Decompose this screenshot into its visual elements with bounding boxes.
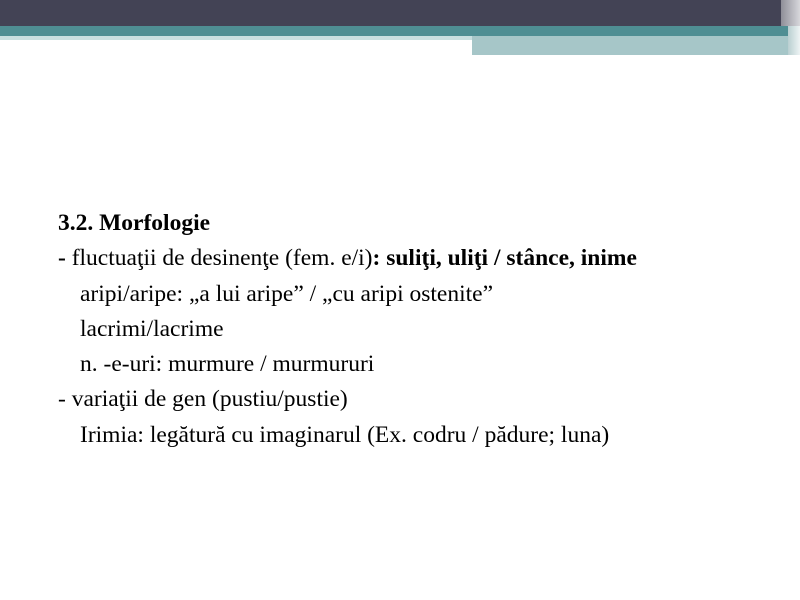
example-lacrimi: lacrimi/lacrime [80, 315, 224, 342]
bullet-dash: - [58, 245, 72, 272]
bullet-gender-variations: - variaţii de gen (pustiu/pustie) [58, 386, 348, 413]
example-murmure: n. -e-uri: murmure / murmururi [80, 351, 375, 377]
header-bar [0, 0, 781, 26]
bullet-examples: : suliţi, uliţi / stânce, inime [372, 245, 637, 272]
bullet-text: fluctuaţii de desinenţe (fem. e/i) [71, 245, 373, 272]
example-aripi: aripi/aripe: „a lui aripe” / „cu aripi ostenite” [80, 280, 494, 307]
header-bar-shadow [781, 0, 800, 26]
bullet-desinence-fluctuations [58, 241, 758, 276]
slide-body [58, 206, 758, 453]
accent-block [472, 36, 788, 55]
accent-edge [788, 26, 800, 55]
example-irimia: Irimia: legătură cu imaginarul (Ex. codru / pădure; luna) [80, 421, 610, 448]
slide-heading: 3.2. Morfologie [58, 210, 211, 236]
accent-stripe [0, 26, 788, 36]
accent-stripe-light [0, 36, 472, 40]
